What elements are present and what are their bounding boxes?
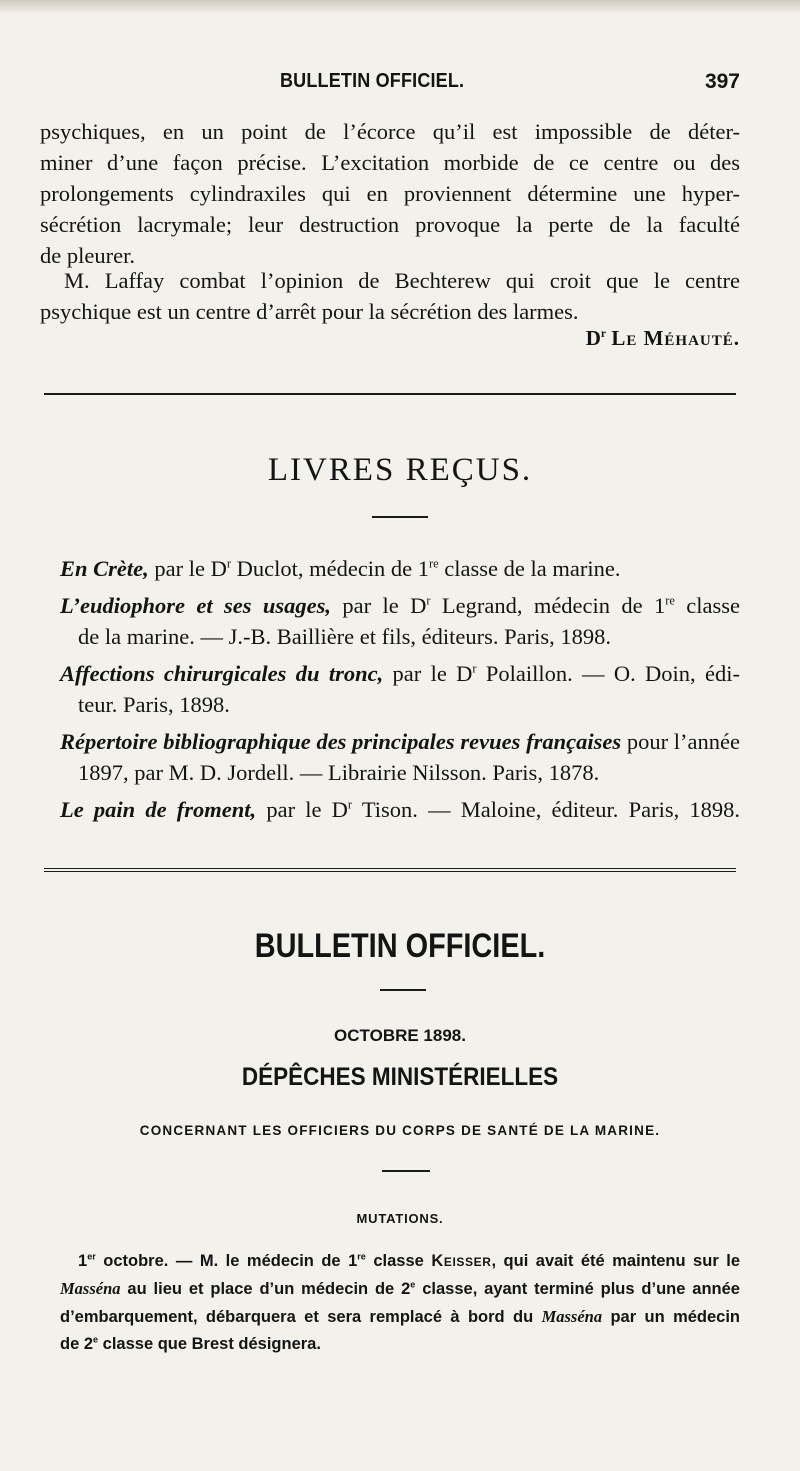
book-1-title: En Crète, xyxy=(60,556,149,581)
header-title: BULLETIN OFFICIEL. xyxy=(280,70,465,92)
signature-sup: r xyxy=(600,328,607,340)
section-rule-1 xyxy=(44,393,736,395)
mutation-line-1: 1er octobre. — M. le médecin de 1re classe Keisser, qui avait été maintenu sur le xyxy=(78,1251,740,1270)
book-entry-1: En Crète, par le $D^r$ Duclot, médecin de 1re classe de la marine. xyxy=(60,556,621,581)
intro-line-4: sécrétion lacrymale; leur destruction provoque la perte de la faculté xyxy=(40,212,740,237)
book-4-title: Répertoire bibliographique des principales revues françaises xyxy=(60,729,622,754)
mutation-line-2: Masséna au lieu et place d’un médecin de 2e classe, ayant terminé plus d’une année xyxy=(60,1279,740,1298)
book-entry-3-line-2: teur. Paris, 1898. xyxy=(78,692,230,717)
signature xyxy=(586,326,740,351)
intro-line-2: miner d’une façon précise. L’excitation morbide de ce centre ou des xyxy=(40,150,740,175)
intro-line-5: de pleurer. xyxy=(40,243,135,268)
mutation-line-4: de 2e classe que Brest désignera. xyxy=(60,1334,321,1353)
livres-short-rule xyxy=(372,516,428,518)
book-entry-4-line-2: 1897, par M. D. Jordell. — Librairie Nilsson. Paris, 1878. xyxy=(78,760,600,785)
signature-prefix: D xyxy=(585,326,601,350)
signature-name: Le Méhauté. xyxy=(611,326,740,350)
page-top-edge xyxy=(0,0,800,14)
laffay-line-1: M. Laffay combat l’opinion de Bechterew qui croit que le centre xyxy=(64,268,740,293)
book-entry-2-line-1: L’eudiophore et ses usages, par le $D^r$ Legrand, médecin de 1re classe xyxy=(60,593,740,618)
book-3-title: Affections chirurgicales du tronc, xyxy=(60,661,384,686)
section-rule-2 xyxy=(44,868,736,872)
concernant-heading: CONCERNANT LES OFFICIERS DU CORPS DE SANTÉ DE LA MARINE. xyxy=(139,1123,661,1138)
book-entry-3-line-1: Affections chirurgicales du tronc, par le $D^r$ Polaillon. — O. Doin, édi- xyxy=(60,661,740,686)
running-header xyxy=(40,70,740,98)
mutation-line-3: d’embarquement, débarquera et sera remplacé à bord du Masséna par un médecin xyxy=(60,1307,741,1326)
laffay-line-2: psychique est un centre d’arrêt pour la sécrétion des larmes. xyxy=(40,299,579,324)
bulletin-short-rule xyxy=(380,989,426,991)
mutations-heading: MUTATIONS. xyxy=(356,1211,444,1226)
book-2-title: L’eudiophore et ses usages, xyxy=(60,593,332,618)
intro-line-3: prolongements cylindraxiles qui en proviennent détermine une hyper- xyxy=(40,181,740,206)
book-5-title: Le pain de froment, xyxy=(60,797,257,822)
book-entry-2-line-2: de la marine. — J.-B. Baillière et fils, éditeurs. Paris, 1898. xyxy=(78,624,612,649)
month-heading: OCTOBRE 1898. xyxy=(334,1026,466,1045)
intro-line-1: psychiques, en un point de l’écorce qu’il est impossible de déter- xyxy=(40,119,740,144)
book-entry-4-line-1: Répertoire bibliographique des principales revues françaises pour l’année xyxy=(60,729,740,754)
book-entry-5: Le pain de froment, par le $D^r$ Tison. — Maloine, éditeur. Paris, 1898. xyxy=(60,797,741,822)
mutation-entry xyxy=(60,1248,740,1358)
concernant-short-rule xyxy=(382,1170,430,1172)
depeches-heading: DÉPÊCHES MINISTÉRIELLES xyxy=(241,1063,559,1091)
page-number: 397 xyxy=(704,70,740,93)
livres-heading: LIVRES REÇUS. xyxy=(267,452,533,488)
bulletin-heading: BULLETIN OFFICIEL. xyxy=(254,927,546,965)
